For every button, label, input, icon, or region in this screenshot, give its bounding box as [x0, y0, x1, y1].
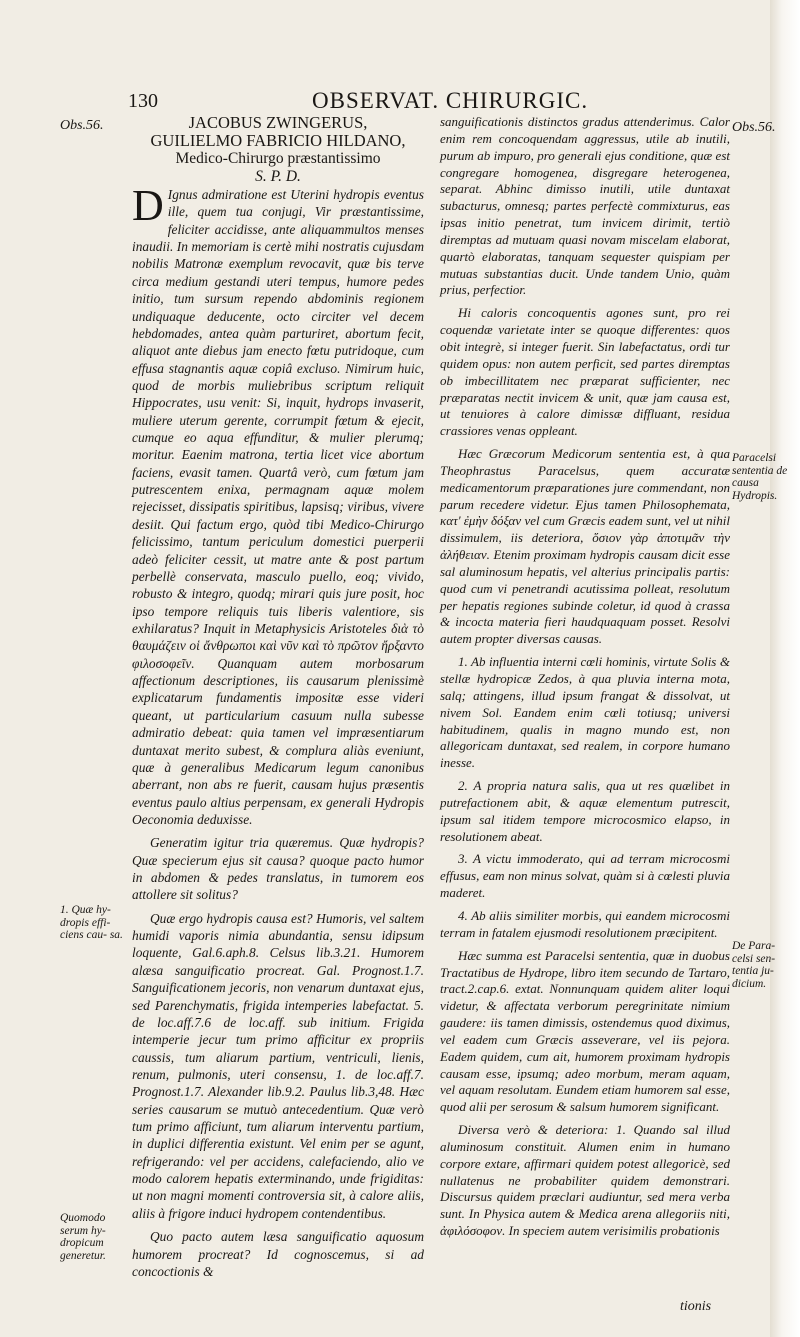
- paragraph: sanguificationis distinctos gradus attenderimus. Calor enim rem concoquendam aggressus, utile ab inutili, purum ab impuro, pro generali ejus conditione, quæ est congregare homogenea, disgregare heterogenea, separat. Abhinc dimisso inutili, utile duntaxat subacturus, omnesq; partes perfectè commixturus, eas ipsas initio penetrat, tum invicem dirimit, tertiò diremptas ad mutuam quasi novam miscelam elaborat, quartò elaboratas, tanquam sequester quispiam per mutuas substantias ducit. Unde tandem Unio, quàm prius, perfectior.: [440, 114, 730, 298]
- page-gutter: [770, 0, 800, 1337]
- page-number: 130: [128, 90, 158, 112]
- paragraph: Diversa verò & deteriora: 1. Quando sal illud aluminosum constituit. Alumen enim in humano corpore extare, affirmari quidem potest allegoricè, sed nullatenus ne probabiliter quidem demonstrari. Discursus quidem præclari audiuntur, sed mera verba sunt. In Physica autem & Medica arena allegoriis niti, ἀφιλόσοφον. In speciem autem verisimilis probationis: [440, 1122, 730, 1239]
- paragraph: Generatim igitur tria quæremus. Quæ hydropis? Quæ specierum ejus sit causa? quoque pacto humor in abdomen & pedes translatus, in tumorem eos attollere sit solitus?: [132, 835, 424, 903]
- paragraph: Hi caloris concoquentis agones sunt, pro rei coquendæ varietate inter se quoque differentes: quos obit integrè, si integer fuerit. Sin labefactatus, ordi tur quidem opus: non autem perficit, sed partes diremptas ob imbecillitatem nec præparat sufficienter, nec præparatas nectit invicem & unit, quæ jam causa est, ut tenuiores à calore dimissæ diffluant, residua crassiores venas oppleant.: [440, 305, 730, 439]
- margin-obs-right: Obs.56.: [732, 120, 776, 135]
- left-column: [132, 114, 424, 1280]
- paragraph: Hæc Græcorum Medicorum sententia est, à qua Theophrastus Paracelsus, quem accuratæ medicamentorum præparationes jure commendant, non parum recedere videtur. Ejus tamen Philosophemata, κατ' ἐμὴν δόξαν vel cum Græcis eadem sunt, vel ut nihil dissimulem, iis deteriora, ὅσιον γὰρ ἀποτιμᾶν τὴν ἀλήθειαν. Etenim proximam hydropis causam dicit esse sal aluminosum hepatis, vel alterius principalis partis: quod cum vi penetrandi acutissima polleat, resolutum per hepatis regiones subinde coletur, id quod à crassa & incocta materia fieri haudquaquam posset. Resolvi autem propter diversas causas.: [440, 446, 730, 647]
- letter-author: JACOBUS ZWINGERUS,: [188, 113, 368, 132]
- margin-note-causes: 1. Quæ hy- dropis effi- ciens cau- sa.: [60, 904, 123, 941]
- right-column: [440, 114, 730, 1240]
- paragraph: 2. A propria natura salis, qua ut res quælibet in putrefactionem abit, & aquæ elementum putrescit, ipsum sal itidem tempore microcosmico elapso, in resolutionem abeat.: [440, 778, 730, 844]
- paragraph: [132, 181, 424, 828]
- margin-note-paracelsi: Paracelsi sententia de causa Hydropis.: [732, 452, 788, 502]
- paragraph: 1. Ab influentia interni cœli hominis, virtute Solis & stellæ hydropicæ Zedos, à qua pluvia interna mota, salq; attingens, illud ipsum frangat & dissolvat, ut nivem Sol. Eandem enim cœli totiusq; universi habitudinem, qualis in magno mundo est, non allegoricam duntaxat, sed realem, in corpore humano inesse.: [440, 654, 730, 771]
- paragraph: 3. A victu immoderato, qui ad terram microcosmi effusus, eam non minus solvat, quàm si à cœlesti pluvia maderet.: [440, 851, 730, 901]
- drop-cap: D: [132, 181, 164, 230]
- paragraph: Hæc summa est Paracelsi sententia, quæ in duobus Tractatibus de Hydrope, libro item secundo de Tartaro, tract.2.cap.6. extat. Nonnunquam quidem aliter loqui videtur, & affectata verborum peregrinitate nimium gaudere: iis tamen dimissis, ostendemus quod diximus, vel eadem cum Græcis asseverare, vel iis pejora. Eadem quidem, cum ait, humorem proximam hydropis causam esse, ipsumq; adeo morbum, meram aquam, vel aquam resolutam. Eundem etiam humorem sal esse, quod alii per serosum & salsum humorem significant.: [440, 947, 730, 1115]
- paragraph-text: Ignus admiratione est Uterini hydropis eventus ille, quem tua conjugi, Vir præstantissime, feliciter accidisse, ante aliquammultos menses inaudii. In memoriam is certè mihi nostratis cujusdam nobilis Matronæ exemplum revocavit, quæ bis terve circa medium gestandi uteri tempus, humore pedes initio, tum sursum rependo abdominis regionem undiquaque deducente, octo circiter vel decem hebdomades, antea quàm parturiret, abortum fecit, aliquot ante diebus jam enecto fœtu putridoque, cum effusa stagnantis aquæ copiâ excluso. Nimirum huic, quod de morbis muliebribus scriptum reliquit Hippocrates, usu venit: Si, inquit, hydrops invaserit, muliere uterum gerente, corrumpit fœtum & ejecit, cumque eo aqua effunditur, & mulier plerumq; moritur. Eaenim matrona, tertia licet vice abortum faciens, evasit tamen. Quartâ verò, cum fœtum jam putrescentem enixa, permagnam aquæ molem rejecisset, dissipatis spiritibus, lapsisq; viribus, vivere desiit. Qui factum ergo, quòd tibi Medico-Chirurgo felicissimo, tantum periculum domestici puerperii adeò feliciter cessit, ut matre ante & post partum perbellè conservata, masculo puello, eoq; vivido, robusto & integro, quodq; mirari quis jure posit, hoc ipso tempore reliquis tuis liberis valentiore, sis exhilaratus? Inquit in Metaphysicis Aristoteles διὰ τὸ θαυμάζειν οἱ ἄνθρωποι καὶ νῦν καὶ τὸ πρῶτον ἤρξαντο φιλοσοφεῖν. Quanquam autem morbosarum affectionum descriptiones, iis causarum plenissimè explicatarum fundamentis impositæ esse videri queant, ut particularium casuum nulla subesse admiratio debeat: quia tamen vel impræsentiarum duntaxat merito subest, & complura aliàs eveniunt, quæ à generalibus Medicarum legum canonibus aberrant, non abs re fuerit, causam hujus præsentis eventus paulo altius perpensam, ex generali Hydropis Oeconomia deduxisse.: [132, 187, 424, 827]
- running-title: OBSERVAT. CHIRURGIC.: [312, 88, 589, 113]
- margin-note-parac-judicium: De Para- celsi sen- tentia ju- dicium.: [732, 940, 776, 990]
- running-head: [0, 90, 800, 114]
- catchword: tionis: [680, 1299, 712, 1314]
- paragraph: 4. Ab aliis similiter morbis, qui eandem microcosmi terram in fatalem ejusmodi resolutionem præcipitent.: [440, 907, 730, 940]
- letter-role: Medico-Chirurgo præstantissimo: [175, 150, 381, 167]
- letter-recipient: GUILIELMO FABRICIO HILDANO,: [150, 131, 406, 150]
- letter-heading: [132, 114, 424, 186]
- margin-obs-left: Obs.56.: [60, 118, 104, 133]
- letter-greeting: S. P. D.: [255, 168, 301, 185]
- paragraph: Quo pacto autem læsa sanguificatio aquosum humorem procreat? Id cognoscemus, si ad concoctionis &: [132, 1229, 424, 1279]
- paragraph: Quæ ergo hydropis causa est? Humoris, vel saltem humidi vaporis nimia abundantia, sensu idipsum loquente, Gal.6.aph.8. Celsus lib.3.21. Humorem alæsa sanguificatio procreat. Gal. Prognost.1.7. Sanguificationem jecoris, non venarum duntaxat ejus, sed Parenchymatis, frigida intemperies labefactat. 5. de loc.aff.7.6 de loc.aff. sub initium. Frigida intemperie jecur tum primo afficitur ex propriis caussis, tum aliarum partium, ventriculi, lienis, renum, pulmonis, uteri consensu, 1. de loc.aff.7. Prognost.1.7. Alexander lib.9.2. Paulus lib.3,48. Hæc series causarum se mutuò antecedentium. Quæ verò tum primo afficiunt, tum aliarum interventu partium, in duplici differentia existunt. Vel enim per se agunt, refrigerando: vel per accidens, calefaciendo, alio ve modo calorem hepatis exterminando, unde frigiditas: ut non magni momenti controversia sit, à calore aliis, aliis à frigore induci hydropem contendentibus.: [132, 910, 424, 1221]
- margin-note-serum: Quomodo serum hy- dropicum generetur.: [60, 1212, 106, 1262]
